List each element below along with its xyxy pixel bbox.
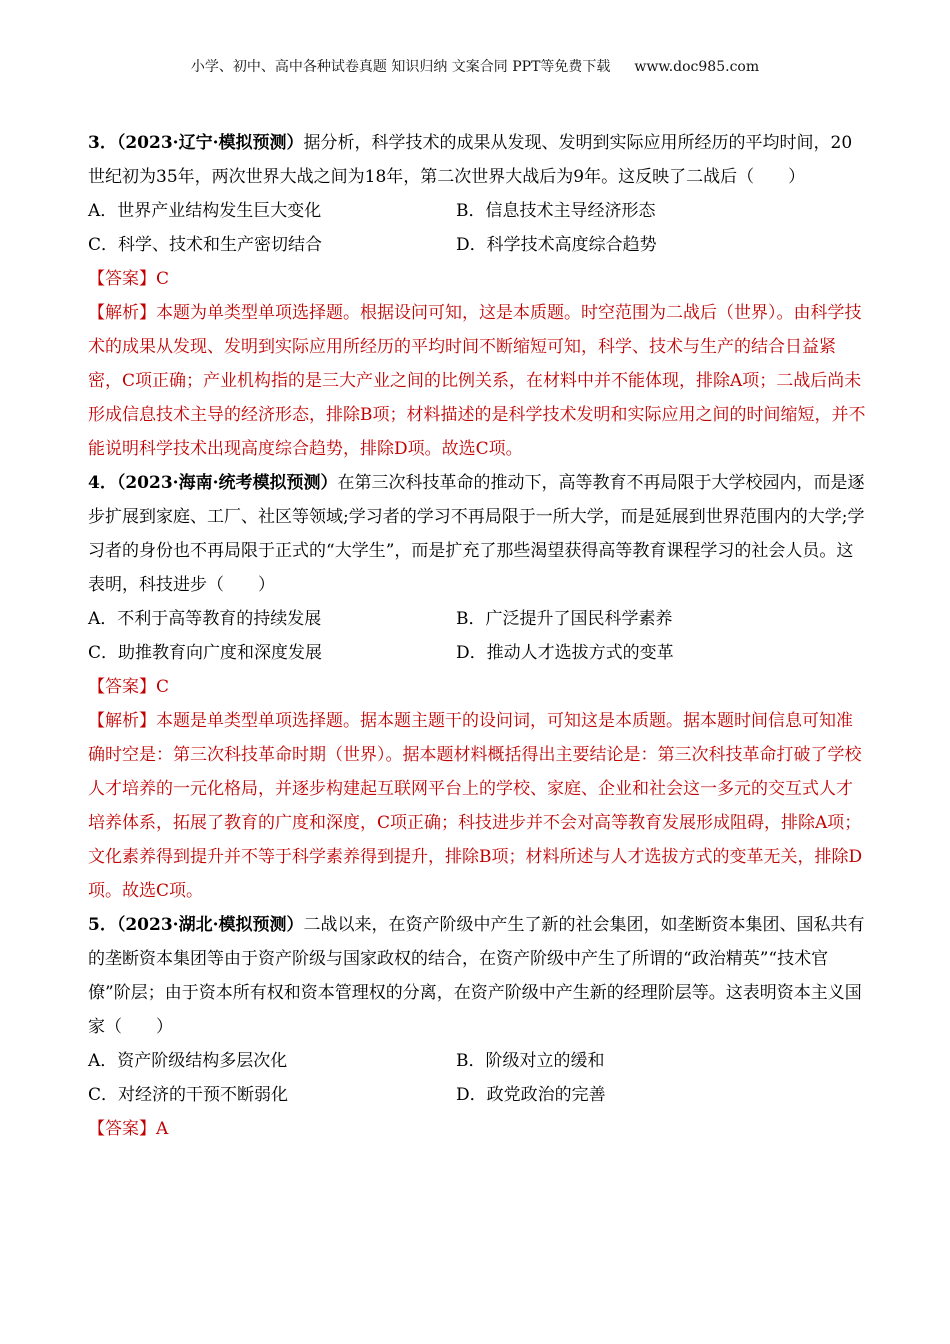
option-a: A．不利于高等教育的持续发展 [88, 609, 322, 629]
page-header [0, 56, 950, 76]
question-stem [88, 908, 866, 1044]
option-a: A．世界产业结构发生巨大变化 [88, 201, 322, 221]
question-4 [88, 466, 866, 908]
answer: 【答案】C [88, 677, 170, 697]
explanation: 【解析】本题是单类型单项选择题。据本题主题干的设问词，可知这是本质题。据本题时间信息可知准确时空是：第三次科技革命时期（世界）。据本题材料概括得出主要结论是：第三次科技革命打破了学校人才培养的一元化格局，并逐步构建起互联网平台上的学校、家庭、企业和社会这一多元的交互式人才培养体系，拓展了教育的广度和深度，C项正确；科技进步并不会对高等教育发展形成阻碍，排除A项；文化素养得到提升并不等于科学素养得到提升，排除B项；材料所述与人才选拔方式的变革无关，排除D项。故选C项。 [88, 711, 863, 901]
question-text: 据分析，科学技术的成果从发现、发明到实际应用所经历的平均时间，20世纪初为35年，两次世界大战之间为18年，第二次世界大战后为9年。这反映了二战后（ ） [88, 133, 853, 187]
question-number: 3． [88, 133, 117, 153]
option-b: B．信息技术主导经济形态 [456, 201, 656, 221]
question-number: 4． [88, 473, 117, 493]
answer: 【答案】C [88, 269, 170, 289]
options [88, 194, 866, 262]
question-text: 二战以来，在资产阶级中产生了新的社会集团，如垄断资本集团、国私共有的垄断资本集团等由于资产阶级与国家政权的结合，在资产阶级中产生了所谓的“政治精英”“技术官僚”阶层；由于资本所有权和资本管理权的分离，在资产阶级中产生新的经理阶层等。这表明资本主义国家（ ） [88, 915, 865, 1037]
option-c: C．科学、技术和生产密切结合 [88, 235, 323, 255]
answer: 【答案】A [88, 1119, 169, 1139]
option-c: C．对经济的干预不断弱化 [88, 1085, 289, 1105]
option-d: D．科学技术高度综合趋势 [456, 235, 657, 255]
explanation: 【解析】本题为单类型单项选择题。根据设问可知，这是本质题。时空范围为二战后（世界）。由科学技术的成果从发现、发明到实际应用所经历的平均时间不断缩短可知，科学、技术与生产的结合日益紧密，C项正确；产业机构指的是三大产业之间的比例关系，在材料中并不能体现，排除A项；二战后尚未形成信息技术主导的经济形态，排除B项；材料描述的是科学技术发明和实际应用之间的时间缩短，并不能说明科学技术出现高度综合趋势，排除D项。故选C项。 [88, 303, 866, 459]
option-b: B．广泛提升了国民科学素养 [456, 609, 673, 629]
question-stem [88, 466, 866, 602]
question-stem [88, 126, 866, 194]
option-a: A．资产阶级结构多层次化 [88, 1051, 288, 1071]
header-text: 小学、初中、高中各种试卷真题 知识归纳 文案合同 PPT等免费下载 [190, 59, 611, 75]
question-source: （2023·海南·统考模拟预测） [116, 473, 338, 493]
header-url[interactable]: www.doc985.com [634, 59, 760, 75]
option-c: C．助推教育向广度和深度发展 [88, 643, 323, 663]
document-body [88, 126, 866, 1146]
question-3 [88, 126, 866, 466]
question-number: 5． [88, 915, 117, 935]
option-b: B．阶级对立的缓和 [456, 1051, 605, 1071]
question-source: （2023·辽宁·模拟预测） [116, 133, 304, 153]
question-5 [88, 908, 866, 1146]
option-d: D．政党政治的完善 [456, 1085, 606, 1105]
options [88, 1044, 866, 1112]
option-d: D．推动人才选拔方式的变革 [456, 643, 674, 663]
question-source: （2023·湖北·模拟预测） [116, 915, 304, 935]
question-text: 在第三次科技革命的推动下，高等教育不再局限于大学校园内，而是逐步扩展到家庭、工厂、社区等领域;学习者的学习不再局限于一所大学，而是延展到世界范围内的大学;学习者的身份也不再局限于正式的“大学生”，而是扩充了那些渴望获得高等教育课程学习的社会人员。这表明，科技进步（ ） [88, 473, 865, 595]
options [88, 602, 866, 670]
